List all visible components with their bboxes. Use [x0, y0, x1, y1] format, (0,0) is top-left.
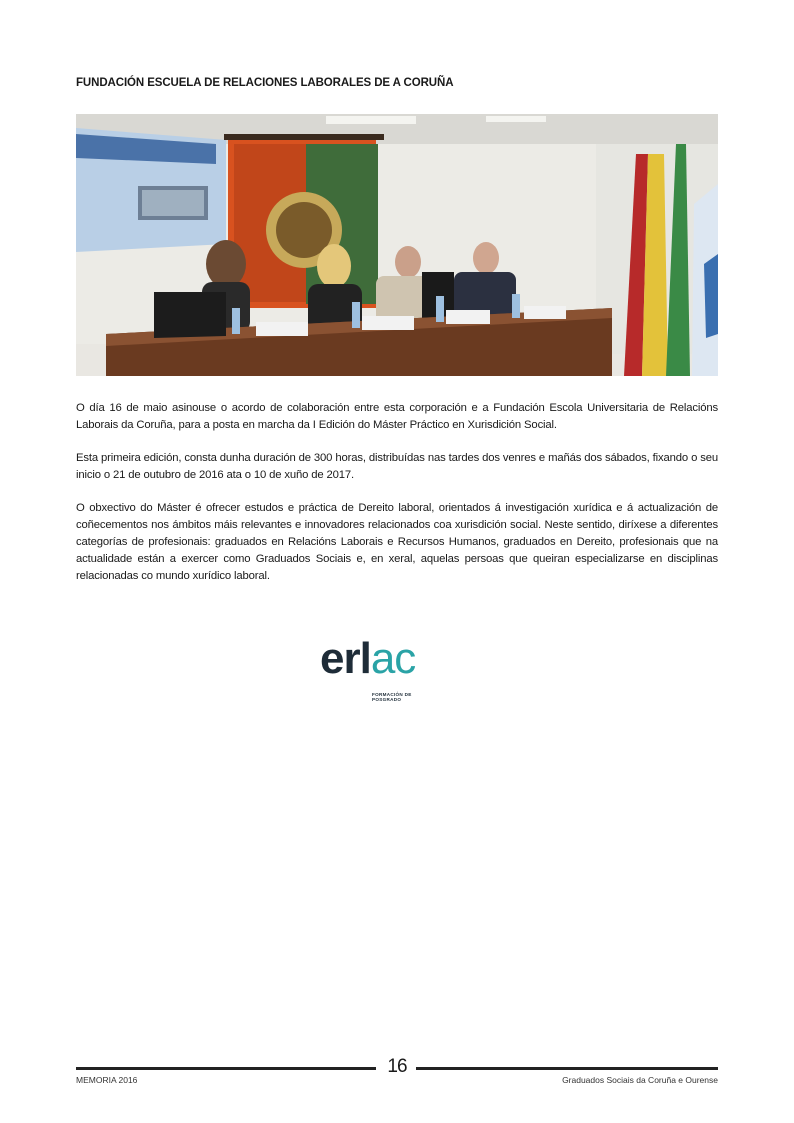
logo-word-teal: ac [370, 634, 416, 683]
paragraph-3: O obxectivo do Máster é ofrecer estudos e práctica de Dereito laboral, orientados á investigación xurídica e á actualización de coñecementos nos ámbitos máis relevantes e innovadores relacionados coa xurisdición social. Neste sentido, diríxese a diferentes categorías de profesionais: graduados en Relacións Laborais e Recursos Humanos, graduados en Dereito, profesionais que na actualidade están a exercer como Graduados Sociais e, en xeral, aquelas persoas que queiran especializarse en disciplinas relacionadas co mundo xurídico laboral. [76, 502, 718, 582]
footer-rule-right [416, 1067, 718, 1070]
paragraph-1: O día 16 de maio asinouse o acordo de colaboración entre esta corporación e a Fundación Escola Universitaria de Relacións Laborais da Coruña, para a posta en marcha da I Edición do Máster Práctico en Xurisdición Social. [76, 402, 718, 431]
logo-tagline: FORMACIÓN DE POSGRADO [372, 692, 412, 702]
event-photo [76, 114, 718, 376]
article-body [76, 400, 718, 601]
section-heading: FUNDACIÓN ESCUELA DE RELACIONES LABORALES DE A CORUÑA [76, 77, 454, 89]
page-number: 16 [387, 1056, 407, 1077]
footer-publication: MEMORIA 2016 [76, 1075, 138, 1085]
erlac-logo [318, 634, 440, 702]
footer-rule-left [76, 1067, 376, 1070]
logo-wordmark [320, 634, 415, 684]
logo-word-dark: erl [320, 634, 371, 683]
footer-organization: Graduados Sociais da Coruña e Ourense [562, 1075, 718, 1085]
paragraph-2: Esta primeira edición, consta dunha duración de 300 horas, distribuídas nas tardes dos venres e mañás dos sábados, fixando o seu inicio o 21 de outubro de 2016 ata o 10 de xuño de 2017. [76, 452, 718, 481]
